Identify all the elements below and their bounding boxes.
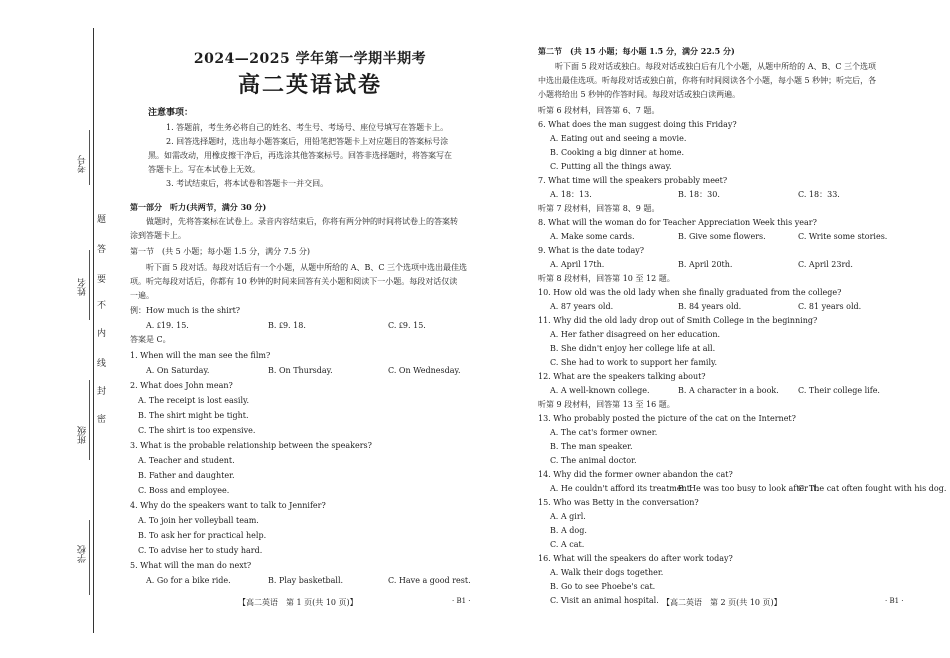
question-text: 6. What does the man suggest doing this Friday? xyxy=(538,120,737,129)
answer-option[interactable]: B. Play basketball. xyxy=(268,576,344,585)
section1-intro: 一遍。 xyxy=(130,291,154,300)
section2-intro: 中选出最佳选项。听每段对话或独白前，你将有时间阅读各个小题，每小题 5 秒钟；听完后，各 xyxy=(538,76,877,85)
xuexiao-label: 学校 xyxy=(78,545,88,563)
seal-char: 密 xyxy=(97,415,107,425)
notes-heading: 注意事项： xyxy=(148,108,194,118)
seal-char: 答 xyxy=(97,245,107,255)
section2-intro: 听下面 5 段对话或独白。每段对话或独白后有几个小题，从题中所给的 A、B、C 三个选项 xyxy=(555,62,877,71)
answer-option[interactable]: B. On Thursday. xyxy=(268,366,333,375)
answer-option[interactable]: C. Boss and employee. xyxy=(138,486,230,495)
answer-option[interactable]: B. To ask her for practical help. xyxy=(138,531,267,540)
answer-option[interactable]: B. Cooking a big dinner at home. xyxy=(550,148,685,157)
answer-option[interactable]: B. 84 years old. xyxy=(678,302,742,311)
question-text: 1. When will the man see the film? xyxy=(130,351,271,360)
seal-char: 题 xyxy=(97,215,107,225)
banji-label: 班级 xyxy=(78,426,88,444)
answer-option[interactable]: A. Go for a bike ride. xyxy=(146,576,231,585)
question-text: 2. What does John mean? xyxy=(130,381,233,390)
part1-intro: 涂到答题卡上。 xyxy=(130,231,186,240)
example-option: A. ₤19. 15. xyxy=(146,321,189,330)
answer-option[interactable]: B. 18：30. xyxy=(678,190,720,199)
answer-option[interactable]: C. The shirt is too expensive. xyxy=(138,426,256,435)
answer-option[interactable]: C. The cat often fought with his dog. xyxy=(798,484,947,493)
question-text: 3. What is the probable relationship between the speakers? xyxy=(130,441,372,450)
answer-option[interactable]: B. The shirt might be tight. xyxy=(138,411,249,420)
answer-option[interactable]: A. Make some cards. xyxy=(550,232,635,241)
footer-page1: 【高二英语 第 1 页(共 10 页)】 xyxy=(238,598,358,607)
answer-option[interactable]: B. He was too busy to look after it. xyxy=(678,484,819,493)
answer-option[interactable]: C. Have a good rest. xyxy=(388,576,471,585)
seal-char: 线 xyxy=(97,359,107,369)
answer-option[interactable]: C. April 23rd. xyxy=(798,260,853,269)
answer-option[interactable]: A. He couldn't afford its treatment. xyxy=(550,484,693,493)
answer-option[interactable]: A. 87 years old. xyxy=(550,302,614,311)
question-text: 13. Who probably posted the picture of the cat on the Internet? xyxy=(538,414,796,423)
footer-page2-code: · B1 · xyxy=(885,597,904,605)
notes-line: 1. 答题前，考生务必将自己的姓名、考生号、考场号、座位号填写在答题卡上。 xyxy=(166,123,449,132)
answer-option[interactable]: C. On Wednesday. xyxy=(388,366,461,375)
example-option: C. ₤9. 15. xyxy=(388,321,426,330)
part1-intro: 做题时，先将答案标在试卷上。录音内容结束后，你将有两分钟的时间将试卷上的答案转 xyxy=(146,217,458,226)
notes-line: 3. 考试结束后，将本试卷和答题卡一并交回。 xyxy=(166,179,329,188)
question-text: 12. What are the speakers talking about? xyxy=(538,372,706,381)
material-cue: 听第 6 段材料，回答第 6、7 题。 xyxy=(538,106,660,115)
answer-option[interactable]: B. She didn't enjoy her college life at all. xyxy=(550,344,716,353)
kaohao-label: 考号 xyxy=(78,155,88,173)
answer-option[interactable]: B. The man speaker. xyxy=(550,442,633,451)
answer-option[interactable]: B. April 20th. xyxy=(678,260,733,269)
seal-char: 不 xyxy=(97,301,107,311)
question-text: 8. What will the woman do for Teacher Appreciation Week this year? xyxy=(538,218,817,227)
section1-intro: 听下面 5 段对话。每段对话后有一个小题，从题中所给的 A、B、C 三个选项中选出最佳选 xyxy=(146,263,468,272)
question-text: 11. Why did the old lady drop out of Smith College in the beginning? xyxy=(538,316,818,325)
margin-rule xyxy=(93,28,94,633)
xingming-blank[interactable] xyxy=(89,250,90,320)
answer-option[interactable]: A. Eating out and seeing a movie. xyxy=(550,134,687,143)
xuexiao-blank[interactable] xyxy=(89,520,90,595)
answer-option[interactable]: C. The animal doctor. xyxy=(550,456,637,465)
example-question: 例：How much is the shirt? xyxy=(130,306,241,315)
notes-line: 黑。如需改动，用橡皮擦干净后，再选涂其他答案标号。回答非选择题时，将答案写在 xyxy=(148,151,452,160)
answer-option[interactable]: A. The receipt is lost easily. xyxy=(138,396,250,405)
example-answer: 答案是 C。 xyxy=(130,335,171,344)
xingming-label: 姓名 xyxy=(78,278,88,296)
part1-heading: 第一部分 听力(共两节，满分 30 分) xyxy=(130,202,267,212)
material-cue: 听第 9 段材料，回答第 13 至 16 题。 xyxy=(538,400,675,409)
seal-char: 内 xyxy=(97,329,107,339)
answer-option[interactable]: A. Her father disagreed on her education. xyxy=(550,330,721,339)
answer-option[interactable]: A. A well-known college. xyxy=(550,386,650,395)
material-cue: 听第 7 段材料，回答第 8、9 题。 xyxy=(538,204,660,213)
answer-option[interactable]: B. Go to see Phoebe's cat. xyxy=(550,582,656,591)
answer-option[interactable]: B. A dog. xyxy=(550,526,587,535)
exam-title: 高二英语试卷 xyxy=(237,72,382,98)
exam-year: 2024—2025 学年第一学期半期考 xyxy=(193,51,427,67)
section2-intro: 小题将给出 5 秒钟的作答时间。每段对话或独白读两遍。 xyxy=(538,90,741,99)
section1-intro: 项。听完每段对话后，你都有 10 秒钟的时间来回答有关小题和阅读下一小题。每段对话仅读 xyxy=(130,277,458,286)
section1-heading: 第一节 (共 5 小题；每小题 1.5 分，满分 7.5 分) xyxy=(130,247,311,256)
question-text: 4. Why do the speakers want to talk to Jennifer? xyxy=(130,501,326,510)
question-text: 14. Why did the former owner abandon the cat? xyxy=(538,470,733,479)
answer-option[interactable]: B. Father and daughter. xyxy=(138,471,235,480)
answer-option[interactable]: C. She had to work to support her family. xyxy=(550,358,718,367)
answer-option[interactable]: C. A cat. xyxy=(550,540,585,549)
footer-page1-code: · B1 · xyxy=(452,597,471,605)
answer-option[interactable]: A. A girl. xyxy=(550,512,586,521)
seal-char: 封 xyxy=(97,387,107,397)
answer-option[interactable]: A. April 17th. xyxy=(550,260,605,269)
answer-option[interactable]: C. Putting all the things away. xyxy=(550,162,672,171)
notes-line: 2. 回答选择题时，选出每小题答案后，用铅笔把答题卡上对应题目的答案标号涂 xyxy=(166,137,449,146)
notes-line: 答题卡上。写在本试卷上无效。 xyxy=(148,165,260,174)
answer-option[interactable]: A. On Saturday. xyxy=(146,366,210,375)
answer-option[interactable]: A. Walk their dogs together. xyxy=(550,568,664,577)
answer-option[interactable]: A. 18：13. xyxy=(550,190,592,199)
answer-option[interactable]: C. Write some stories. xyxy=(798,232,888,241)
answer-option[interactable]: B. A character in a book. xyxy=(678,386,779,395)
answer-option[interactable]: B. Give some flowers. xyxy=(678,232,766,241)
question-text: 9. What is the date today? xyxy=(538,246,645,255)
answer-option[interactable]: C. Visit an animal hospital. xyxy=(550,596,659,605)
answer-option[interactable]: A. To join her volleyball team. xyxy=(138,516,259,525)
seal-char: 要 xyxy=(97,275,107,285)
question-text: 16. What will the speakers do after work today? xyxy=(538,554,733,563)
question-text: 15. Who was Betty in the conversation? xyxy=(538,498,699,507)
example-option: B. ₤9. 18. xyxy=(268,321,306,330)
binding-margin xyxy=(0,0,107,658)
question-text: 5. What will the man do next? xyxy=(130,561,252,570)
answer-option[interactable]: C. To advise her to study hard. xyxy=(138,546,263,555)
answer-option[interactable]: C. Their college life. xyxy=(798,386,880,395)
footer-page2: 【高二英语 第 2 页(共 10 页)】 xyxy=(662,598,782,607)
material-cue: 听第 8 段材料，回答第 10 至 12 题。 xyxy=(538,274,675,283)
kaohao-blank[interactable] xyxy=(89,130,90,185)
answer-option[interactable]: A. The cat's former owner. xyxy=(550,428,658,437)
answer-option[interactable]: C. 81 years old. xyxy=(798,302,862,311)
section2-heading: 第二节 (共 15 小题；每小题 1.5 分，满分 22.5 分) xyxy=(538,46,735,56)
question-text: 10. How old was the old lady when she finally graduated from the college? xyxy=(538,288,842,297)
answer-option[interactable]: A. Teacher and student. xyxy=(138,456,235,465)
banji-blank[interactable] xyxy=(89,380,90,460)
question-text: 7. What time will the speakers probably meet? xyxy=(538,176,728,185)
answer-option[interactable]: C. 18：33. xyxy=(798,190,840,199)
